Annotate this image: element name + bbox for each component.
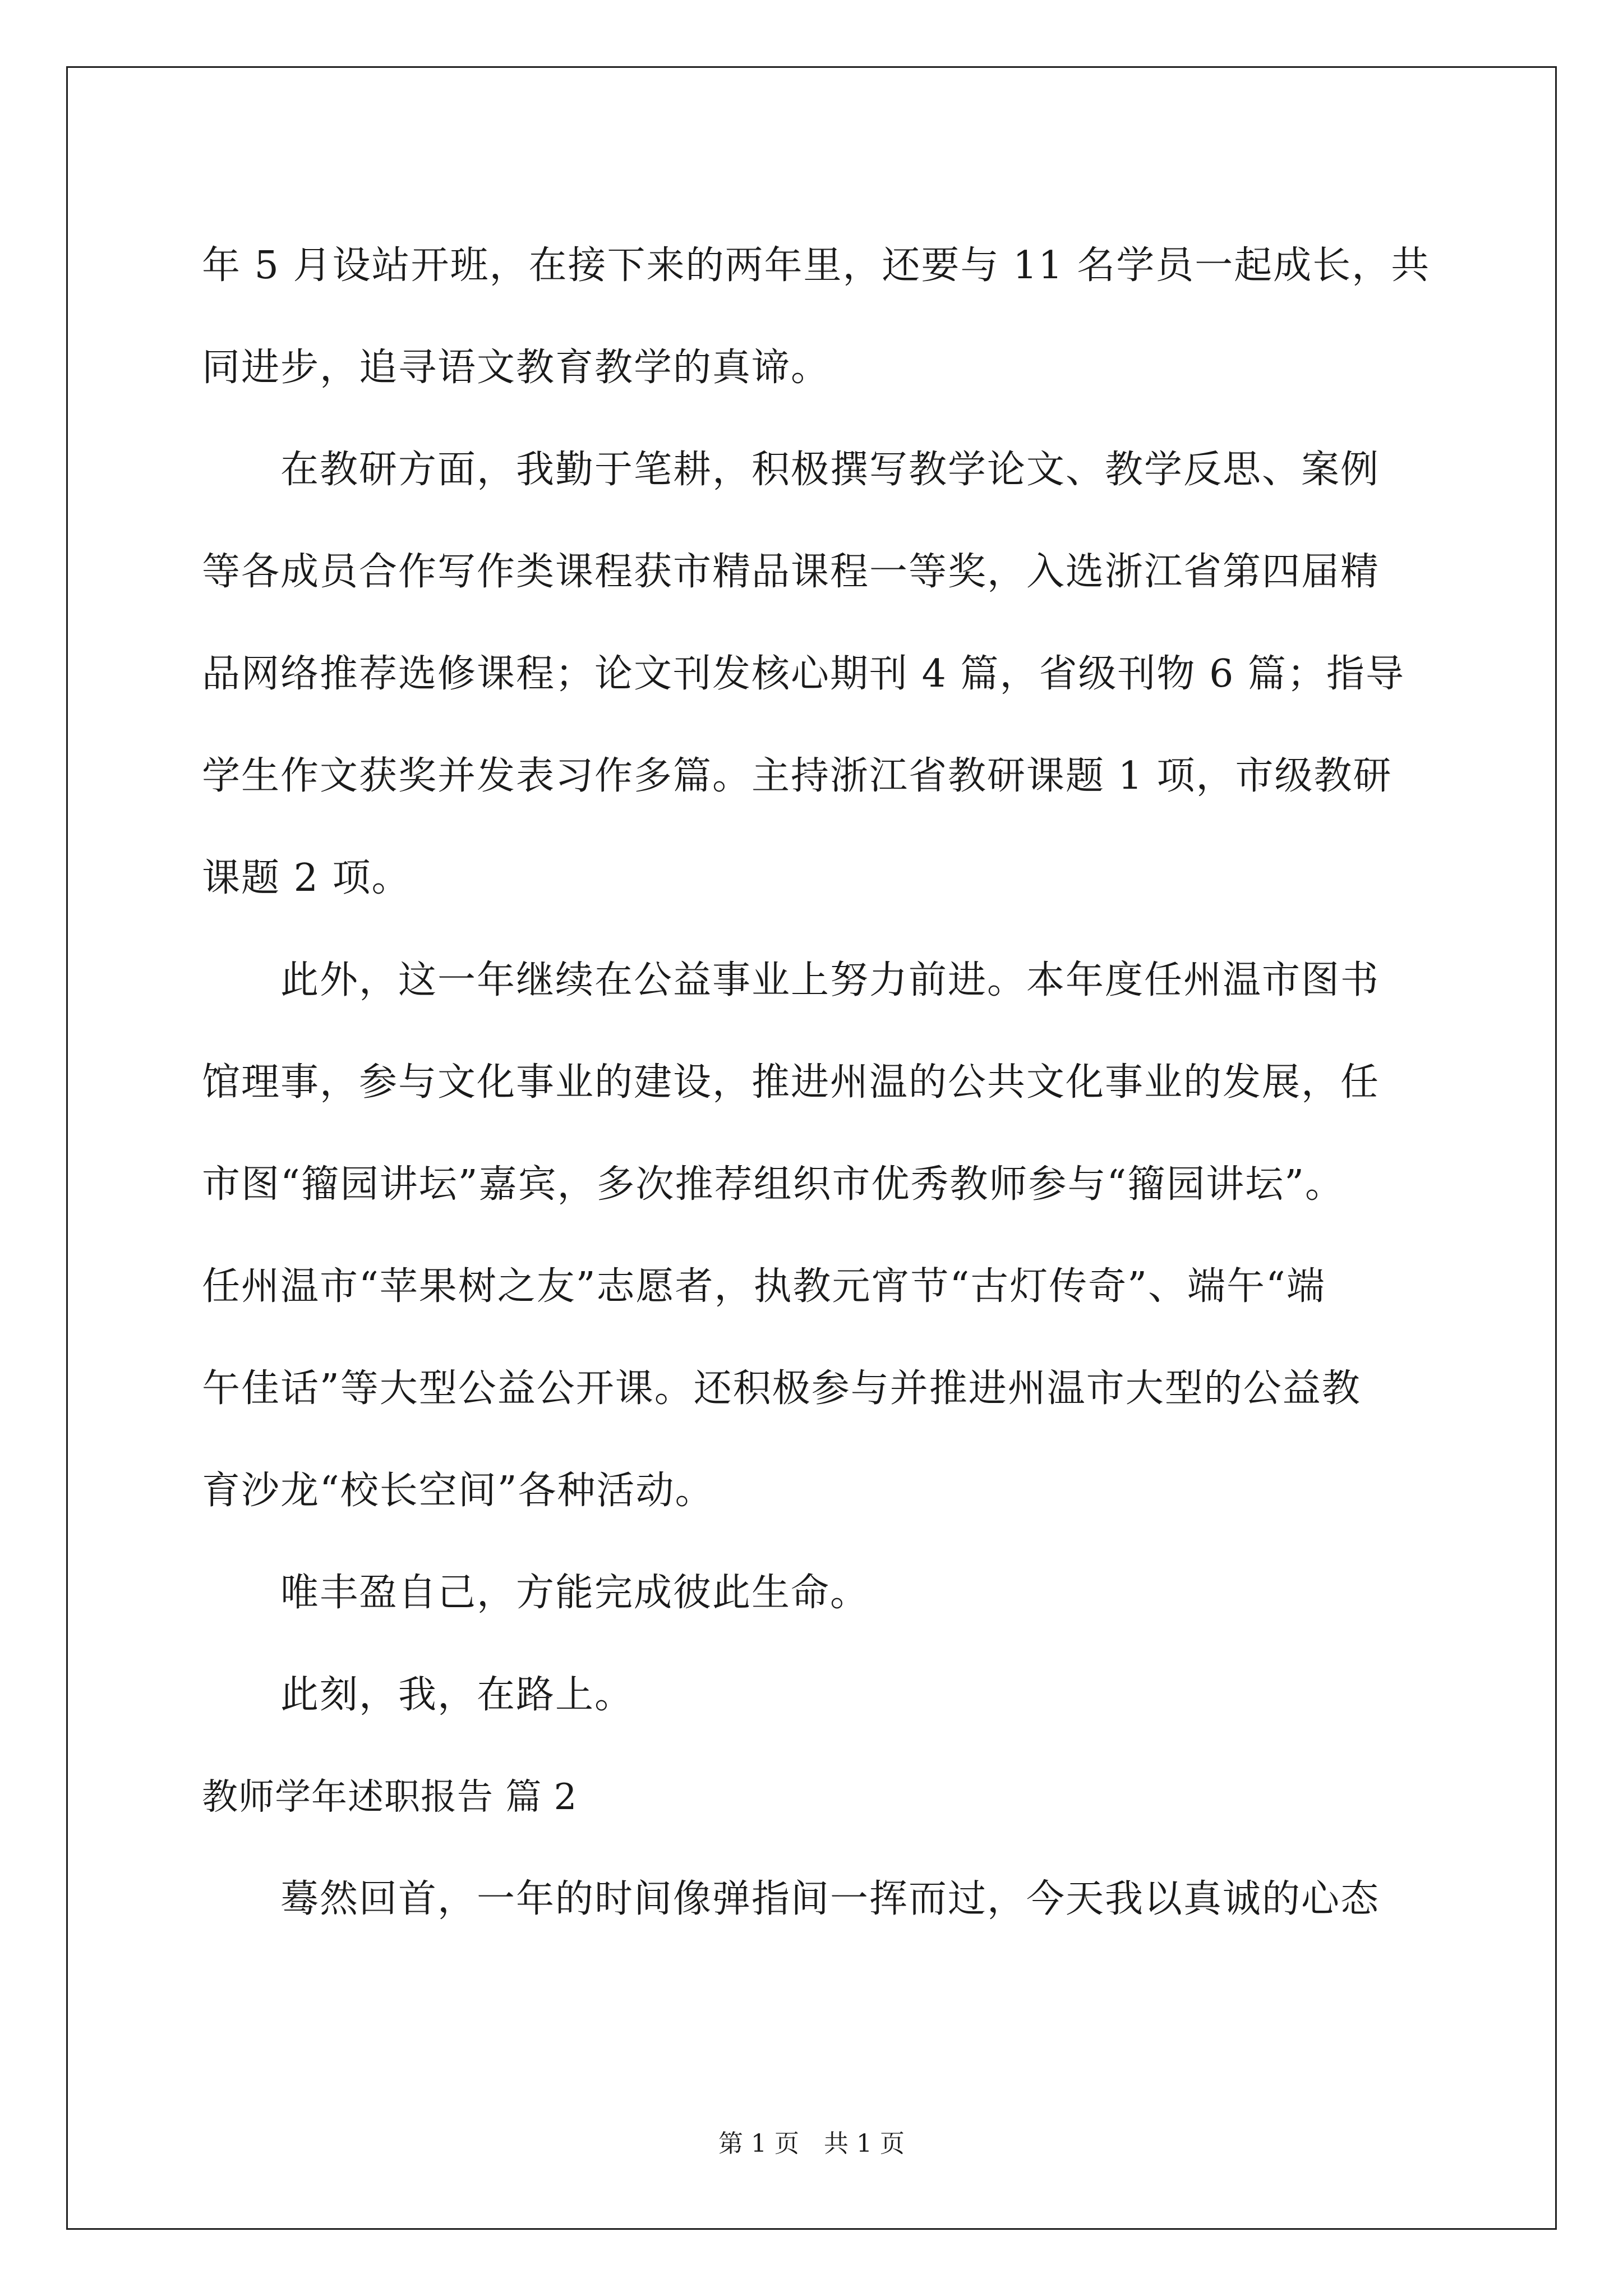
paragraph-line: 育沙龙“校长空间”各种活动。 (202, 1469, 714, 1513)
page-footer (0, 2127, 1623, 2161)
paragraph-line: 此刻，我，在路上。 (280, 1673, 634, 1717)
paragraph-line: 年 5 月设站开班，在接下来的两年里，还要与 11 名学员一起成长，共 (202, 243, 1431, 288)
paragraph-line: 市图“籀园讲坛”嘉宾，多次推荐组织市优秀教师参与“籀园讲坛”。 (202, 1162, 1345, 1207)
paragraph-line: 等各成员合作写作类课程获市精品课程一等奖，入选浙江省第四届精 (202, 550, 1380, 594)
paragraph-line: 蓦然回首，一年的时间像弹指间一挥而过，今天我以真诚的心态 (280, 1877, 1380, 1921)
paragraph-line: 同进步，追寻语文教育教学的真谛。 (202, 346, 831, 390)
paragraph-line: 在教研方面，我勤于笔耕，积极撰写教学论文、教学反思、案例 (280, 448, 1380, 492)
paragraph-line: 馆理事，参与文化事业的建设，推进州温的公共文化事业的发展，任 (202, 1060, 1380, 1105)
paragraph-line: 午佳话”等大型公益公开课。还积极参与并推进州温市大型的公益教 (202, 1366, 1361, 1411)
paragraph-line: 任州温市“苹果树之友”志愿者，执教元宵节“古灯传奇”、端午“端 (202, 1264, 1326, 1309)
document-body (202, 215, 1441, 1950)
section-heading: 教师学年述职报告 篇 2 (202, 1777, 578, 1818)
paragraph-line: 此外，这一年继续在公益事业上努力前进。本年度任州温市图书 (280, 958, 1380, 1002)
paragraph-line: 唯丰盈自己，方能完成彼此生命。 (280, 1571, 870, 1615)
page-total: 共 1 页 (824, 2129, 905, 2158)
page-number: 第 1 页 (718, 2129, 799, 2158)
paragraph-line: 品网络推荐选修课程；论文刊发核心期刊 4 篇，省级刊物 6 篇；指导 (202, 652, 1405, 696)
paragraph-line: 学生作文获奖并发表习作多篇。主持浙江省教研课题 1 项，市级教研 (202, 754, 1393, 798)
paragraph-line: 课题 2 项。 (202, 856, 411, 900)
